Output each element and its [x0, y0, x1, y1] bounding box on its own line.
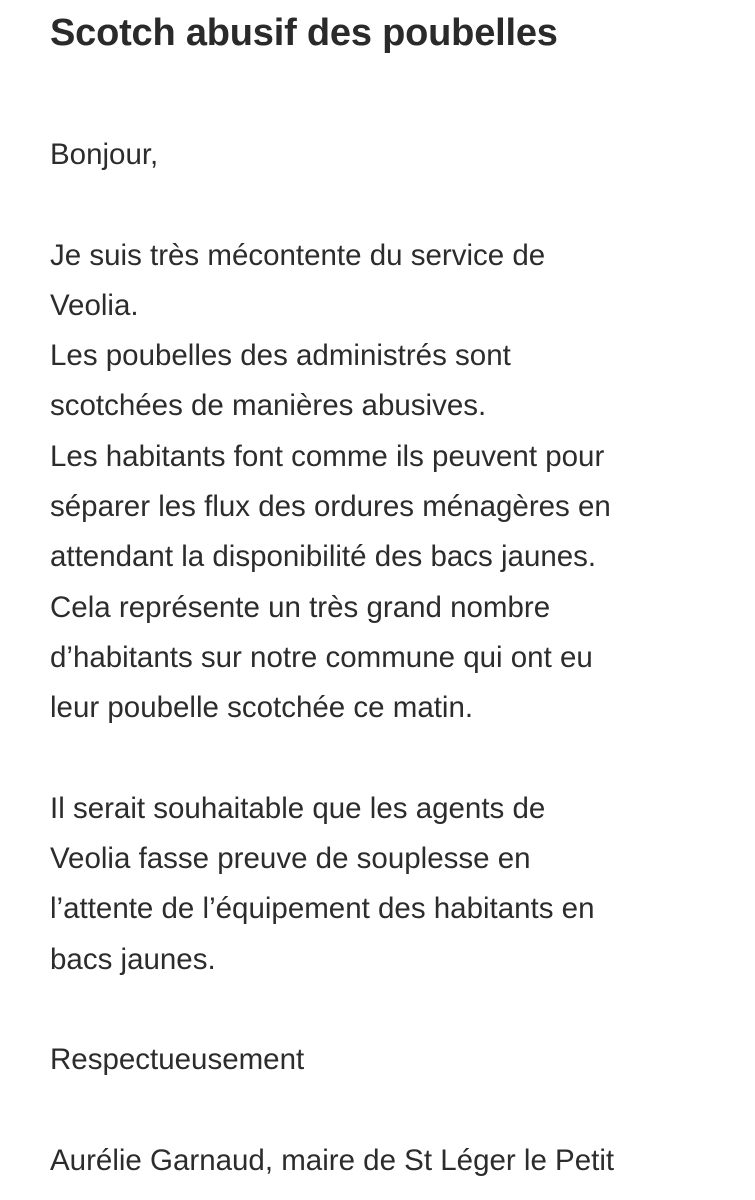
body-line: l’attente de l’équipement des habitants en [50, 892, 595, 926]
email-greeting: Bonjour, [50, 138, 159, 171]
body-line: d’habitants sur notre commune qui ont eu [50, 640, 593, 674]
body-line: Veolia fasse preuve de souplesse en [50, 842, 531, 876]
email-subject: Scotch abusif des poubelles [50, 12, 558, 54]
body-line: scotchées de manières abusives. [50, 389, 487, 423]
paragraph-spacer [50, 985, 730, 1035]
body-line: Les habitants font comme ils peuvent pour [50, 439, 605, 473]
email-body [50, 130, 730, 1186]
email-paragraph-2 [50, 784, 730, 985]
paragraph-spacer [50, 734, 730, 784]
body-line: Il serait souhaitable que les agents de [50, 791, 546, 825]
paragraph-spacer [50, 180, 730, 230]
body-line: séparer les flux des ordures ménagères en [50, 490, 611, 524]
email-paragraph-1 [50, 231, 730, 734]
body-line: leur poubelle scotchée ce matin. [50, 691, 474, 725]
paragraph-spacer [50, 1086, 730, 1136]
body-line: Cela représente un très grand nombre [50, 590, 551, 624]
email-signature: Aurélie Garnaud, maire de St Léger le Petit [50, 1143, 615, 1177]
body-line: Veolia. [50, 288, 139, 322]
body-line: attendant la disponibilité des bacs jaunes. [50, 540, 597, 574]
email-view [50, 0, 730, 1186]
body-line: bacs jaunes. [50, 942, 216, 976]
body-line: Les poubelles des administrés sont [50, 339, 511, 373]
email-closing: Respectueusement [50, 1043, 305, 1077]
body-line: Je suis très mécontente du service de [50, 238, 546, 272]
